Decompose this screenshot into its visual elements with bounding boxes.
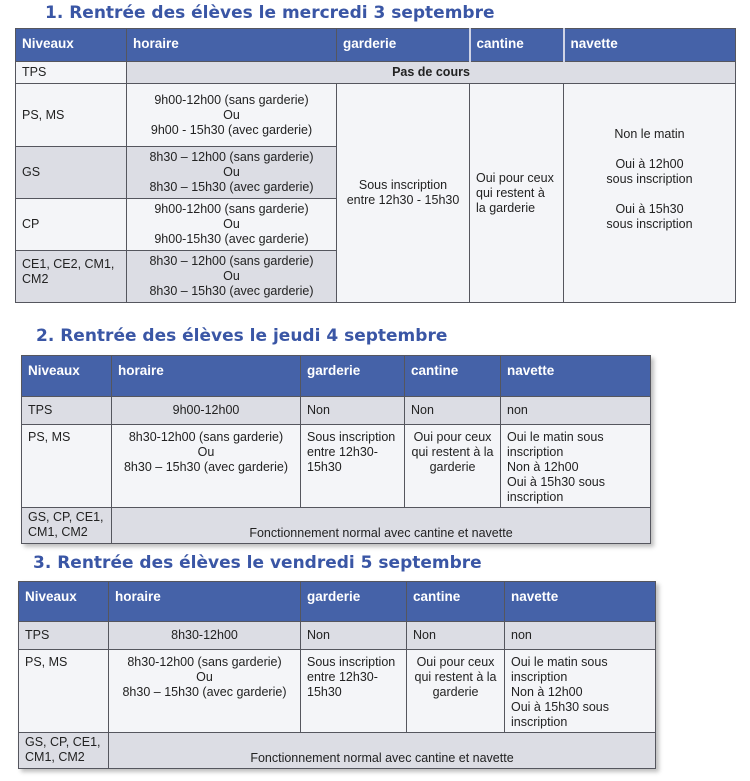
row-psms-navette: Oui le matin sous inscription Non à 12h00 Oui à 15h30 sous inscription — [501, 425, 651, 508]
row-cp-horaire: 9h00-12h00 (sans garderie) Ou 9h00-15h30 (avec garderie) — [127, 199, 337, 251]
section-2-title: 2. Rentrée des élèves le jeudi 4 septembre — [36, 326, 448, 346]
row-ce-level: CE1, CE2, CM1, CM2 — [16, 251, 127, 303]
header-navette: navette — [505, 582, 656, 622]
table-section-2 — [21, 355, 651, 544]
row-psms-cantine: Oui pour ceux qui restent à la garderie — [405, 425, 501, 508]
row-psms-level: PS, MS — [22, 425, 112, 508]
row-psms-garderie: Sous inscription entre 12h30- 15h30 — [301, 650, 407, 733]
header-garderie: garderie — [337, 29, 470, 62]
header-horaire: horaire — [109, 582, 301, 622]
header-cantine: cantine — [470, 29, 564, 62]
row-other-level: GS, CP, CE1, CM1, CM2 — [19, 733, 109, 769]
row-psms-navette: Oui le matin sous inscription Non à 12h00 Oui à 15h30 sous inscription — [505, 650, 656, 733]
header-niveaux: Niveaux — [19, 582, 109, 622]
header-navette: navette — [501, 356, 651, 397]
row-tps-garderie: Non — [301, 622, 407, 650]
table-section-3 — [18, 581, 656, 769]
normal-operation-note: Fonctionnement normal avec cantine et navette — [109, 733, 656, 769]
row-psms-horaire: 9h00-12h00 (sans garderie) Ou 9h00 - 15h30 (avec garderie) — [127, 84, 337, 147]
row-tps-garderie: Non — [301, 397, 405, 425]
row-tps-cantine: Non — [405, 397, 501, 425]
section-3-title: 3. Rentrée des élèves le vendredi 5 septembre — [33, 553, 482, 573]
row-tps-level: TPS — [16, 62, 127, 84]
row-psms-level: PS, MS — [16, 84, 127, 147]
tps-no-class: Pas de cours — [127, 62, 736, 84]
header-garderie: garderie — [301, 582, 407, 622]
row-gs-level: GS — [16, 147, 127, 199]
row-tps-navette: non — [505, 622, 656, 650]
row-tps-level: TPS — [22, 397, 112, 425]
header-cantine: cantine — [407, 582, 505, 622]
row-psms-horaire: 8h30-12h00 (sans garderie) Ou 8h30 – 15h30 (avec garderie) — [109, 650, 301, 733]
row-tps-horaire: 8h30-12h00 — [109, 622, 301, 650]
garderie-cell: Sous inscription entre 12h30 - 15h30 — [337, 84, 470, 303]
header-garderie: garderie — [301, 356, 405, 397]
row-tps-navette: non — [501, 397, 651, 425]
row-psms-cantine: Oui pour ceux qui restent à la garderie — [407, 650, 505, 733]
section-1-title: 1. Rentrée des élèves le mercredi 3 septembre — [45, 3, 495, 23]
row-tps-cantine: Non — [407, 622, 505, 650]
table-section-1 — [15, 28, 736, 303]
header-niveaux: Niveaux — [16, 29, 127, 62]
cantine-cell: Oui pour ceux qui restent à la garderie — [470, 84, 564, 303]
row-gs-horaire: 8h30 – 12h00 (sans garderie) Ou 8h30 – 15h30 (avec garderie) — [127, 147, 337, 199]
row-psms-garderie: Sous inscription entre 12h30- 15h30 — [301, 425, 405, 508]
header-cantine: cantine — [405, 356, 501, 397]
row-tps-horaire: 9h00-12h00 — [112, 397, 301, 425]
normal-operation-note: Fonctionnement normal avec cantine et navette — [112, 508, 651, 544]
header-horaire: horaire — [127, 29, 337, 62]
header-niveaux: Niveaux — [22, 356, 112, 397]
row-ce-horaire: 8h30 – 12h00 (sans garderie) Ou 8h30 – 15h30 (avec garderie) — [127, 251, 337, 303]
header-navette: navette — [564, 29, 736, 62]
navette-cell: Non le matin Oui à 12h00 sous inscription Oui à 15h30 sous inscription — [564, 84, 736, 303]
row-cp-level: CP — [16, 199, 127, 251]
row-tps-level: TPS — [19, 622, 109, 650]
row-other-level: GS, CP, CE1, CM1, CM2 — [22, 508, 112, 544]
row-psms-level: PS, MS — [19, 650, 109, 733]
row-psms-horaire: 8h30-12h00 (sans garderie) Ou 8h30 – 15h30 (avec garderie) — [112, 425, 301, 508]
header-horaire: horaire — [112, 356, 301, 397]
